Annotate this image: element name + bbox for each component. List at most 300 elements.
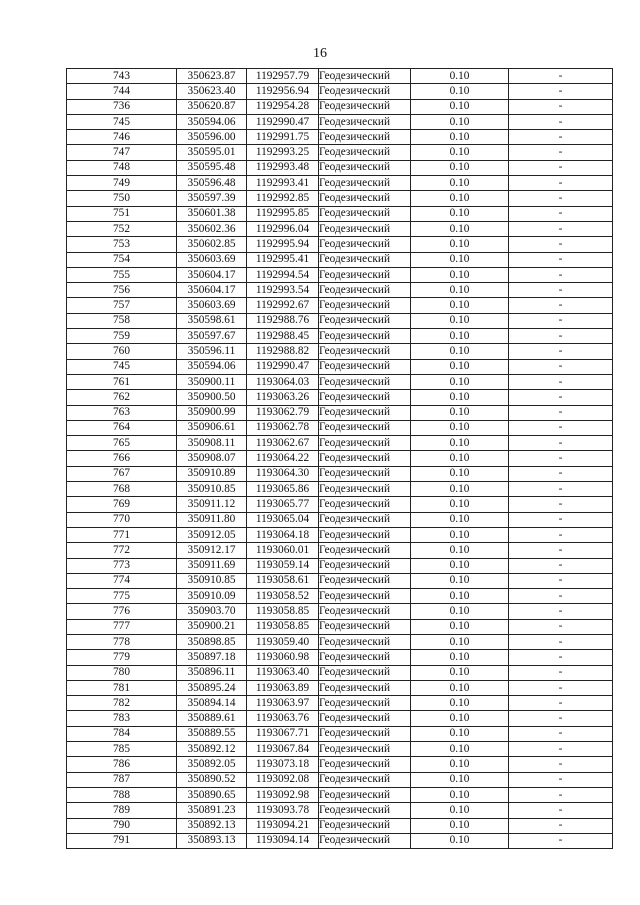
x-coordinate-cell: 350894.14 (177, 696, 247, 711)
method-cell: Геодезический (319, 512, 411, 527)
accuracy-cell: 0.10 (411, 359, 509, 374)
y-coordinate-cell: 1192994.54 (247, 267, 319, 282)
method-cell: Геодезический (319, 665, 411, 680)
y-coordinate-cell: 1192988.45 (247, 329, 319, 344)
description-cell: - (509, 267, 613, 282)
y-coordinate-cell: 1193059.14 (247, 558, 319, 573)
point-number-cell: 773 (67, 558, 177, 573)
accuracy-cell: 0.10 (411, 252, 509, 267)
accuracy-cell: 0.10 (411, 84, 509, 99)
point-number-cell: 783 (67, 711, 177, 726)
description-cell: - (509, 145, 613, 160)
y-coordinate-cell: 1192956.94 (247, 84, 319, 99)
y-coordinate-cell: 1193063.40 (247, 665, 319, 680)
table-row (67, 176, 613, 191)
x-coordinate-cell: 350900.21 (177, 619, 247, 634)
description-cell: - (509, 650, 613, 665)
point-number-cell: 769 (67, 497, 177, 512)
x-coordinate-cell: 350594.06 (177, 359, 247, 374)
point-number-cell: 784 (67, 726, 177, 741)
table-row (67, 114, 613, 129)
accuracy-cell: 0.10 (411, 619, 509, 634)
accuracy-cell: 0.10 (411, 665, 509, 680)
x-coordinate-cell: 350900.11 (177, 374, 247, 389)
accuracy-cell: 0.10 (411, 390, 509, 405)
table-row (67, 221, 613, 236)
page-number: 16 (313, 46, 327, 61)
x-coordinate-cell: 350604.17 (177, 267, 247, 282)
table-row (67, 344, 613, 359)
method-cell: Геодезический (319, 634, 411, 649)
table-row (67, 206, 613, 221)
point-number-cell: 744 (67, 84, 177, 99)
y-coordinate-cell: 1193064.30 (247, 466, 319, 481)
point-number-cell: 750 (67, 191, 177, 206)
x-coordinate-cell: 350908.11 (177, 436, 247, 451)
table-row (67, 650, 613, 665)
accuracy-cell: 0.10 (411, 283, 509, 298)
description-cell: - (509, 466, 613, 481)
table-row (67, 99, 613, 114)
x-coordinate-cell: 350908.07 (177, 451, 247, 466)
table-row (67, 757, 613, 772)
description-cell: - (509, 573, 613, 588)
description-cell: - (509, 69, 613, 84)
description-cell: - (509, 298, 613, 313)
accuracy-cell: 0.10 (411, 160, 509, 175)
y-coordinate-cell: 1193092.98 (247, 787, 319, 802)
description-cell: - (509, 206, 613, 221)
description-cell: - (509, 604, 613, 619)
method-cell: Геодезический (319, 543, 411, 558)
x-coordinate-cell: 350596.48 (177, 176, 247, 191)
x-coordinate-cell: 350910.85 (177, 573, 247, 588)
accuracy-cell: 0.10 (411, 405, 509, 420)
point-number-cell: 780 (67, 665, 177, 680)
y-coordinate-cell: 1193093.78 (247, 803, 319, 818)
accuracy-cell: 0.10 (411, 634, 509, 649)
x-coordinate-cell: 350620.87 (177, 99, 247, 114)
description-cell: - (509, 252, 613, 267)
point-number-cell: 779 (67, 650, 177, 665)
y-coordinate-cell: 1192988.82 (247, 344, 319, 359)
table-row (67, 482, 613, 497)
description-cell: - (509, 772, 613, 787)
x-coordinate-cell: 350603.69 (177, 252, 247, 267)
y-coordinate-cell: 1193073.18 (247, 757, 319, 772)
description-cell: - (509, 726, 613, 741)
table-row (67, 451, 613, 466)
point-number-cell: 760 (67, 344, 177, 359)
method-cell: Геодезический (319, 482, 411, 497)
y-coordinate-cell: 1193065.77 (247, 497, 319, 512)
description-cell: - (509, 405, 613, 420)
point-number-cell: 772 (67, 543, 177, 558)
point-number-cell: 785 (67, 742, 177, 757)
method-cell: Геодезический (319, 650, 411, 665)
x-coordinate-cell: 350889.55 (177, 726, 247, 741)
table-row (67, 390, 613, 405)
coordinates-table-body (67, 69, 613, 849)
accuracy-cell: 0.10 (411, 436, 509, 451)
accuracy-cell: 0.10 (411, 329, 509, 344)
accuracy-cell: 0.10 (411, 497, 509, 512)
accuracy-cell: 0.10 (411, 221, 509, 236)
method-cell: Геодезический (319, 742, 411, 757)
table-row (67, 696, 613, 711)
method-cell: Геодезический (319, 114, 411, 129)
accuracy-cell: 0.10 (411, 206, 509, 221)
x-coordinate-cell: 350595.01 (177, 145, 247, 160)
method-cell: Геодезический (319, 99, 411, 114)
y-coordinate-cell: 1193062.78 (247, 420, 319, 435)
description-cell: - (509, 711, 613, 726)
method-cell: Геодезический (319, 589, 411, 604)
y-coordinate-cell: 1193065.04 (247, 512, 319, 527)
x-coordinate-cell: 350903.70 (177, 604, 247, 619)
description-cell: - (509, 558, 613, 573)
description-cell: - (509, 436, 613, 451)
x-coordinate-cell: 350911.12 (177, 497, 247, 512)
method-cell: Геодезический (319, 206, 411, 221)
x-coordinate-cell: 350891.23 (177, 803, 247, 818)
point-number-cell: 786 (67, 757, 177, 772)
point-number-cell: 757 (67, 298, 177, 313)
x-coordinate-cell: 350910.89 (177, 466, 247, 481)
accuracy-cell: 0.10 (411, 191, 509, 206)
x-coordinate-cell: 350596.11 (177, 344, 247, 359)
y-coordinate-cell: 1192991.75 (247, 130, 319, 145)
y-coordinate-cell: 1192995.85 (247, 206, 319, 221)
method-cell: Геодезический (319, 696, 411, 711)
table-row (67, 405, 613, 420)
x-coordinate-cell: 350889.61 (177, 711, 247, 726)
x-coordinate-cell: 350598.61 (177, 313, 247, 328)
accuracy-cell: 0.10 (411, 787, 509, 802)
table-row (67, 283, 613, 298)
description-cell: - (509, 696, 613, 711)
point-number-cell: 762 (67, 390, 177, 405)
method-cell: Геодезический (319, 390, 411, 405)
table-row (67, 436, 613, 451)
accuracy-cell: 0.10 (411, 696, 509, 711)
x-coordinate-cell: 350602.36 (177, 221, 247, 236)
description-cell: - (509, 451, 613, 466)
method-cell: Геодезический (319, 374, 411, 389)
y-coordinate-cell: 1192995.41 (247, 252, 319, 267)
y-coordinate-cell: 1192992.67 (247, 298, 319, 313)
accuracy-cell: 0.10 (411, 267, 509, 282)
table-row (67, 84, 613, 99)
description-cell: - (509, 803, 613, 818)
description-cell: - (509, 543, 613, 558)
point-number-cell: 767 (67, 466, 177, 481)
method-cell: Геодезический (319, 344, 411, 359)
y-coordinate-cell: 1193067.84 (247, 742, 319, 757)
point-number-cell: 768 (67, 482, 177, 497)
method-cell: Геодезический (319, 497, 411, 512)
point-number-cell: 749 (67, 176, 177, 191)
x-coordinate-cell: 350912.17 (177, 543, 247, 558)
table-row (67, 573, 613, 588)
x-coordinate-cell: 350910.09 (177, 589, 247, 604)
table-row (67, 742, 613, 757)
y-coordinate-cell: 1193058.52 (247, 589, 319, 604)
description-cell: - (509, 114, 613, 129)
table-row (67, 497, 613, 512)
y-coordinate-cell: 1192993.54 (247, 283, 319, 298)
point-number-cell: 776 (67, 604, 177, 619)
table-row (67, 833, 613, 848)
table-row (67, 772, 613, 787)
y-coordinate-cell: 1192995.94 (247, 237, 319, 252)
y-coordinate-cell: 1193062.79 (247, 405, 319, 420)
x-coordinate-cell: 350892.12 (177, 742, 247, 757)
point-number-cell: 745 (67, 359, 177, 374)
y-coordinate-cell: 1193094.14 (247, 833, 319, 848)
method-cell: Геодезический (319, 451, 411, 466)
y-coordinate-cell: 1193058.61 (247, 573, 319, 588)
y-coordinate-cell: 1193092.08 (247, 772, 319, 787)
y-coordinate-cell: 1193064.03 (247, 374, 319, 389)
table-row (67, 69, 613, 84)
x-coordinate-cell: 350594.06 (177, 114, 247, 129)
y-coordinate-cell: 1193063.26 (247, 390, 319, 405)
point-number-cell: 755 (67, 267, 177, 282)
x-coordinate-cell: 350912.05 (177, 527, 247, 542)
method-cell: Геодезический (319, 298, 411, 313)
accuracy-cell: 0.10 (411, 527, 509, 542)
y-coordinate-cell: 1193067.71 (247, 726, 319, 741)
point-number-cell: 775 (67, 589, 177, 604)
method-cell: Геодезический (319, 267, 411, 282)
y-coordinate-cell: 1193060.98 (247, 650, 319, 665)
accuracy-cell: 0.10 (411, 482, 509, 497)
method-cell: Геодезический (319, 160, 411, 175)
table-row (67, 130, 613, 145)
x-coordinate-cell: 350603.69 (177, 298, 247, 313)
method-cell: Геодезический (319, 818, 411, 833)
y-coordinate-cell: 1193060.01 (247, 543, 319, 558)
table-row (67, 803, 613, 818)
y-coordinate-cell: 1193063.76 (247, 711, 319, 726)
method-cell: Геодезический (319, 711, 411, 726)
accuracy-cell: 0.10 (411, 543, 509, 558)
y-coordinate-cell: 1193062.67 (247, 436, 319, 451)
method-cell: Геодезический (319, 619, 411, 634)
y-coordinate-cell: 1192988.76 (247, 313, 319, 328)
table-row (67, 359, 613, 374)
point-number-cell: 778 (67, 634, 177, 649)
description-cell: - (509, 512, 613, 527)
x-coordinate-cell: 350597.67 (177, 329, 247, 344)
x-coordinate-cell: 350892.05 (177, 757, 247, 772)
point-number-cell: 774 (67, 573, 177, 588)
accuracy-cell: 0.10 (411, 726, 509, 741)
accuracy-cell: 0.10 (411, 99, 509, 114)
description-cell: - (509, 283, 613, 298)
y-coordinate-cell: 1193064.22 (247, 451, 319, 466)
method-cell: Геодезический (319, 787, 411, 802)
table-row (67, 543, 613, 558)
x-coordinate-cell: 350890.52 (177, 772, 247, 787)
description-cell: - (509, 742, 613, 757)
y-coordinate-cell: 1192996.04 (247, 221, 319, 236)
accuracy-cell: 0.10 (411, 313, 509, 328)
accuracy-cell: 0.10 (411, 742, 509, 757)
table-row (67, 527, 613, 542)
accuracy-cell: 0.10 (411, 757, 509, 772)
method-cell: Геодезический (319, 313, 411, 328)
table-row (67, 512, 613, 527)
point-number-cell: 790 (67, 818, 177, 833)
point-number-cell: 746 (67, 130, 177, 145)
x-coordinate-cell: 350898.85 (177, 634, 247, 649)
accuracy-cell: 0.10 (411, 772, 509, 787)
method-cell: Геодезический (319, 191, 411, 206)
method-cell: Геодезический (319, 221, 411, 236)
description-cell: - (509, 237, 613, 252)
description-cell: - (509, 313, 613, 328)
accuracy-cell: 0.10 (411, 374, 509, 389)
x-coordinate-cell: 350892.13 (177, 818, 247, 833)
point-number-cell: 763 (67, 405, 177, 420)
method-cell: Геодезический (319, 772, 411, 787)
accuracy-cell: 0.10 (411, 650, 509, 665)
accuracy-cell: 0.10 (411, 237, 509, 252)
description-cell: - (509, 99, 613, 114)
x-coordinate-cell: 350900.50 (177, 390, 247, 405)
description-cell: - (509, 344, 613, 359)
method-cell: Геодезический (319, 176, 411, 191)
accuracy-cell: 0.10 (411, 711, 509, 726)
point-number-cell: 761 (67, 374, 177, 389)
point-number-cell: 759 (67, 329, 177, 344)
description-cell: - (509, 619, 613, 634)
x-coordinate-cell: 350910.85 (177, 482, 247, 497)
method-cell: Геодезический (319, 237, 411, 252)
method-cell: Геодезический (319, 527, 411, 542)
table-row (67, 558, 613, 573)
point-number-cell: 789 (67, 803, 177, 818)
description-cell: - (509, 191, 613, 206)
description-cell: - (509, 665, 613, 680)
x-coordinate-cell: 350895.24 (177, 680, 247, 695)
table-row (67, 420, 613, 435)
y-coordinate-cell: 1192990.47 (247, 114, 319, 129)
point-number-cell: 754 (67, 252, 177, 267)
y-coordinate-cell: 1192992.85 (247, 191, 319, 206)
y-coordinate-cell: 1193065.86 (247, 482, 319, 497)
description-cell: - (509, 757, 613, 772)
table-row (67, 298, 613, 313)
accuracy-cell: 0.10 (411, 818, 509, 833)
y-coordinate-cell: 1193063.89 (247, 680, 319, 695)
accuracy-cell: 0.10 (411, 558, 509, 573)
x-coordinate-cell: 350911.69 (177, 558, 247, 573)
method-cell: Геодезический (319, 436, 411, 451)
y-coordinate-cell: 1193059.40 (247, 634, 319, 649)
description-cell: - (509, 130, 613, 145)
y-coordinate-cell: 1192993.48 (247, 160, 319, 175)
method-cell: Геодезический (319, 420, 411, 435)
table-row (67, 589, 613, 604)
description-cell: - (509, 589, 613, 604)
x-coordinate-cell: 350601.38 (177, 206, 247, 221)
table-row (67, 665, 613, 680)
method-cell: Геодезический (319, 757, 411, 772)
point-number-cell: 748 (67, 160, 177, 175)
x-coordinate-cell: 350890.65 (177, 787, 247, 802)
table-row (67, 313, 613, 328)
method-cell: Геодезический (319, 466, 411, 481)
description-cell: - (509, 374, 613, 389)
y-coordinate-cell: 1192954.28 (247, 99, 319, 114)
description-cell: - (509, 482, 613, 497)
method-cell: Геодезический (319, 558, 411, 573)
description-cell: - (509, 787, 613, 802)
x-coordinate-cell: 350893.13 (177, 833, 247, 848)
description-cell: - (509, 359, 613, 374)
y-coordinate-cell: 1192993.41 (247, 176, 319, 191)
y-coordinate-cell: 1192990.47 (247, 359, 319, 374)
x-coordinate-cell: 350896.11 (177, 665, 247, 680)
method-cell: Геодезический (319, 359, 411, 374)
method-cell: Геодезический (319, 726, 411, 741)
x-coordinate-cell: 350623.87 (177, 69, 247, 84)
table-row (67, 619, 613, 634)
accuracy-cell: 0.10 (411, 298, 509, 313)
x-coordinate-cell: 350602.85 (177, 237, 247, 252)
accuracy-cell: 0.10 (411, 176, 509, 191)
method-cell: Геодезический (319, 405, 411, 420)
point-number-cell: 753 (67, 237, 177, 252)
description-cell: - (509, 833, 613, 848)
description-cell: - (509, 634, 613, 649)
table-row (67, 818, 613, 833)
y-coordinate-cell: 1193058.85 (247, 619, 319, 634)
point-number-cell: 752 (67, 221, 177, 236)
point-number-cell: 764 (67, 420, 177, 435)
method-cell: Геодезический (319, 329, 411, 344)
table-row (67, 466, 613, 481)
accuracy-cell: 0.10 (411, 512, 509, 527)
point-number-cell: 787 (67, 772, 177, 787)
accuracy-cell: 0.10 (411, 344, 509, 359)
description-cell: - (509, 84, 613, 99)
accuracy-cell: 0.10 (411, 420, 509, 435)
point-number-cell: 766 (67, 451, 177, 466)
point-number-cell: 777 (67, 619, 177, 634)
accuracy-cell: 0.10 (411, 451, 509, 466)
point-number-cell: 782 (67, 696, 177, 711)
method-cell: Геодезический (319, 252, 411, 267)
accuracy-cell: 0.10 (411, 573, 509, 588)
method-cell: Геодезический (319, 604, 411, 619)
x-coordinate-cell: 350911.80 (177, 512, 247, 527)
description-cell: - (509, 420, 613, 435)
table-row (67, 726, 613, 741)
x-coordinate-cell: 350623.40 (177, 84, 247, 99)
point-number-cell: 751 (67, 206, 177, 221)
description-cell: - (509, 176, 613, 191)
accuracy-cell: 0.10 (411, 466, 509, 481)
table-row (67, 680, 613, 695)
method-cell: Геодезический (319, 84, 411, 99)
table-row (67, 711, 613, 726)
point-number-cell: 765 (67, 436, 177, 451)
x-coordinate-cell: 350596.00 (177, 130, 247, 145)
